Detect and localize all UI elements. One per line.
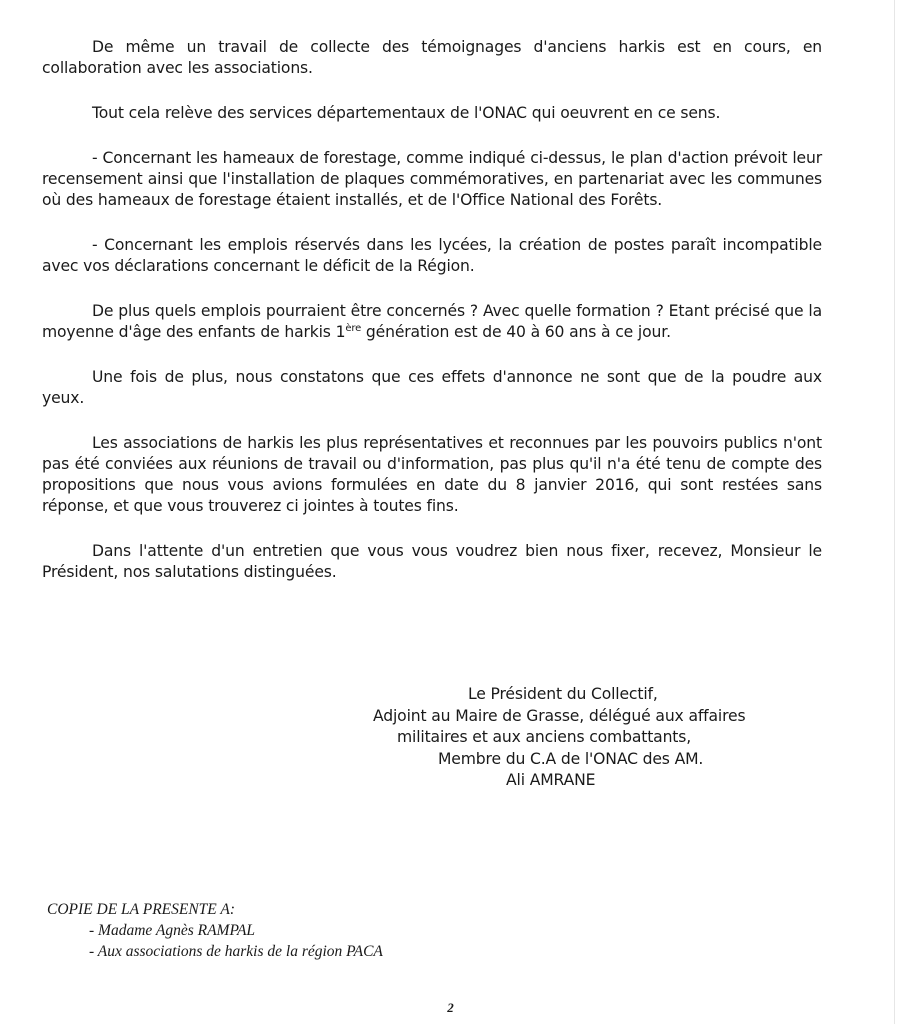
- paragraph-formation-text: De plus quels emplois pourraient être concernés ? Avec quelle formation ? Etant précisé que la moyenne d'âge des enfants de harkis 1: [42, 302, 822, 341]
- paragraph-poudre: Une fois de plus, nous constatons que ces effets d'annonce ne sont que de la poudre aux yeux.: [42, 368, 822, 407]
- paragraph-associations: Les associations de harkis les plus représentatives et reconnues par les pouvoirs publics n'ont pas été conviées aux réunions de travail ou d'information, pas plus qu'il n'a été tenu de compte des propositions que nous vous avions formulées en date du 8 janvier 2016, qui sont restées sans réponse, et que vous trouverez ci jointes à toutes fins.: [42, 434, 822, 515]
- signature-block: [360, 684, 790, 792]
- signature-role-1: Adjoint au Maire de Grasse, délégué aux affaires: [373, 706, 746, 725]
- page-edge: [894, 0, 895, 1024]
- paragraph-services: Tout cela relève des services départementaux de l'ONAC qui oeuvrent en ce sens.: [92, 104, 721, 122]
- superscript-ere: ère: [345, 322, 362, 334]
- letter-body: [42, 37, 822, 607]
- signature-role-2: militaires et aux anciens combattants,: [397, 728, 692, 746]
- paragraph-emplois: - Concernant les emplois réservés dans les lycées, la création de postes paraît incompatible avec vos déclarations concernant le déficit de la Région.: [42, 236, 822, 275]
- signature-name: Ali AMRANE: [506, 771, 596, 789]
- signature-title: Le Président du Collectif,: [468, 685, 658, 703]
- page-number: 2: [447, 1000, 454, 1015]
- paragraph-formation-text-end: génération est de 40 à 60 ans à ce jour.: [361, 323, 671, 341]
- paragraph-collecte: De même un travail de collecte des témoignages d'anciens harkis est en cours, en collaboration avec les associations.: [42, 38, 822, 77]
- paragraph-formation: [42, 301, 822, 343]
- copy-recipient: - Aux associations de harkis de la région PACA: [89, 943, 383, 960]
- paragraph-salutations: Dans l'attente d'un entretien que vous vous voudrez bien nous fixer, recevez, Monsieur le Président, nos salutations distinguées.: [42, 542, 822, 581]
- copies-heading: COPIE DE LA PRESENTE A:: [47, 901, 235, 918]
- copies-block: [47, 899, 383, 962]
- signature-role-3: Membre du C.A de l'ONAC des AM.: [438, 749, 704, 768]
- paragraph-hameaux: - Concernant les hameaux de forestage, comme indiqué ci-dessus, le plan d'action prévoit leur recensement ainsi que l'installation de plaques commémoratives, en partenariat avec les communes où des hameaux de forestage étaient installés, et de l'Office National des Forêts.: [42, 149, 822, 209]
- copy-recipient: - Madame Agnès RAMPAL: [89, 922, 256, 939]
